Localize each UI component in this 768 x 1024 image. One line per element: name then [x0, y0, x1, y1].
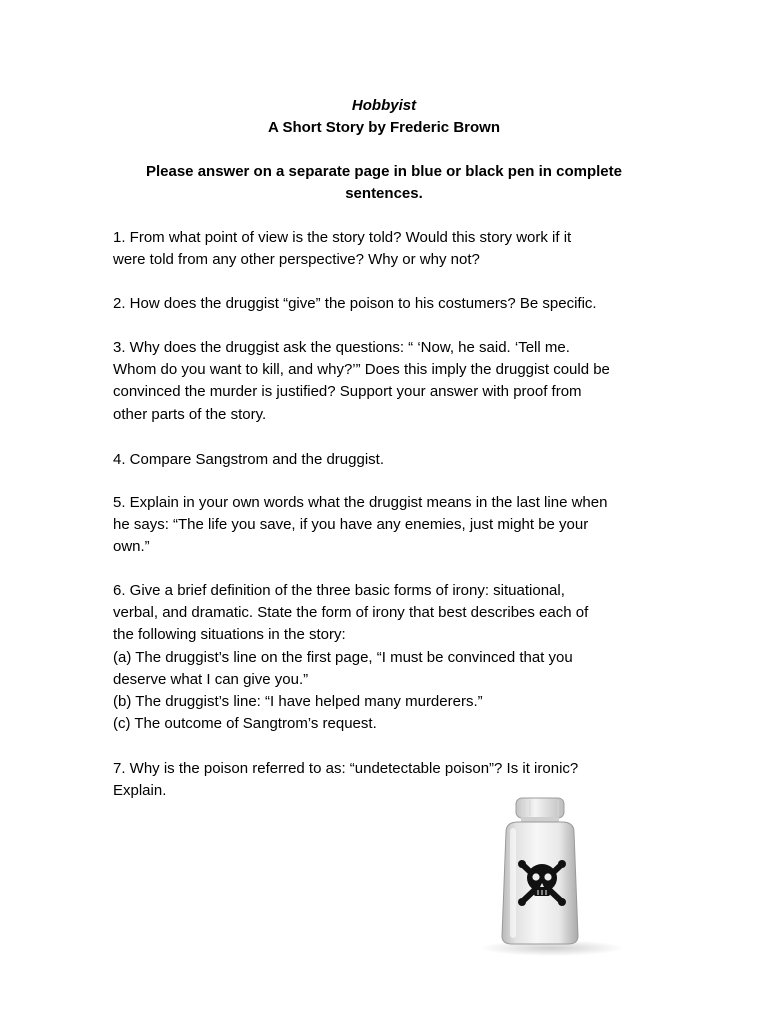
question-6 — [113, 580, 673, 735]
question-line: 5. Explain in your own words what the druggist means in the last line when — [113, 494, 608, 511]
poison-bottle-icon — [466, 790, 636, 960]
question-line: he says: “The life you save, if you have any enemies, just might be your — [113, 516, 589, 534]
story-title: Hobbyist — [351, 97, 417, 114]
question-line: Whom do you want to kill, and why?’” Does this imply the druggist could be — [113, 361, 610, 379]
story-byline: A Short Story by Frederic Brown — [268, 119, 500, 136]
question-line: own.” — [113, 538, 150, 556]
instructions-line: Please answer on a separate page in blue or black pen in complete — [145, 163, 622, 180]
question-line: 4. Compare Sangstrom and the druggist. — [113, 451, 384, 468]
instructions — [130, 161, 638, 205]
question-line: deserve what I can give you.” — [113, 670, 309, 688]
question-line: convinced the murder is justified? Support your answer with proof from — [113, 383, 582, 401]
instructions-line: sentences. — [345, 185, 423, 202]
question-line: (b) The druggist’s line: “I have helped many murderers.” — [113, 693, 483, 711]
question-line: 7. Why is the poison referred to as: “undetectable poison”? Is it ironic? — [113, 760, 579, 777]
question-line: the following situations in the story: — [113, 626, 346, 644]
question-line: verbal, and dramatic. State the form of irony that best describes each of — [113, 604, 589, 622]
question-line: other parts of the story. — [113, 405, 267, 423]
question-3 — [113, 337, 673, 426]
title-block — [0, 95, 768, 139]
question-line: 1. From what point of view is the story told? Would this story work if it — [113, 229, 572, 246]
question-1 — [113, 227, 673, 271]
question-line: 3. Why does the druggist ask the questions: “ ‘Now, he said. ‘Tell me. — [113, 339, 570, 356]
question-5 — [113, 492, 673, 559]
question-line: 6. Give a brief definition of the three basic forms of irony: situational, — [113, 582, 565, 599]
question-line: Explain. — [113, 782, 167, 800]
question-line: (a) The druggist’s line on the first page, “I must be convinced that you — [113, 648, 573, 666]
question-4 — [113, 449, 673, 471]
question-2 — [113, 293, 673, 315]
question-line: (c) The outcome of Sangtrom’s request. — [113, 715, 377, 733]
question-line: were told from any other perspective? Why or why not? — [113, 251, 480, 269]
question-line: 2. How does the druggist “give” the poison to his costumers? Be specific. — [113, 295, 597, 312]
